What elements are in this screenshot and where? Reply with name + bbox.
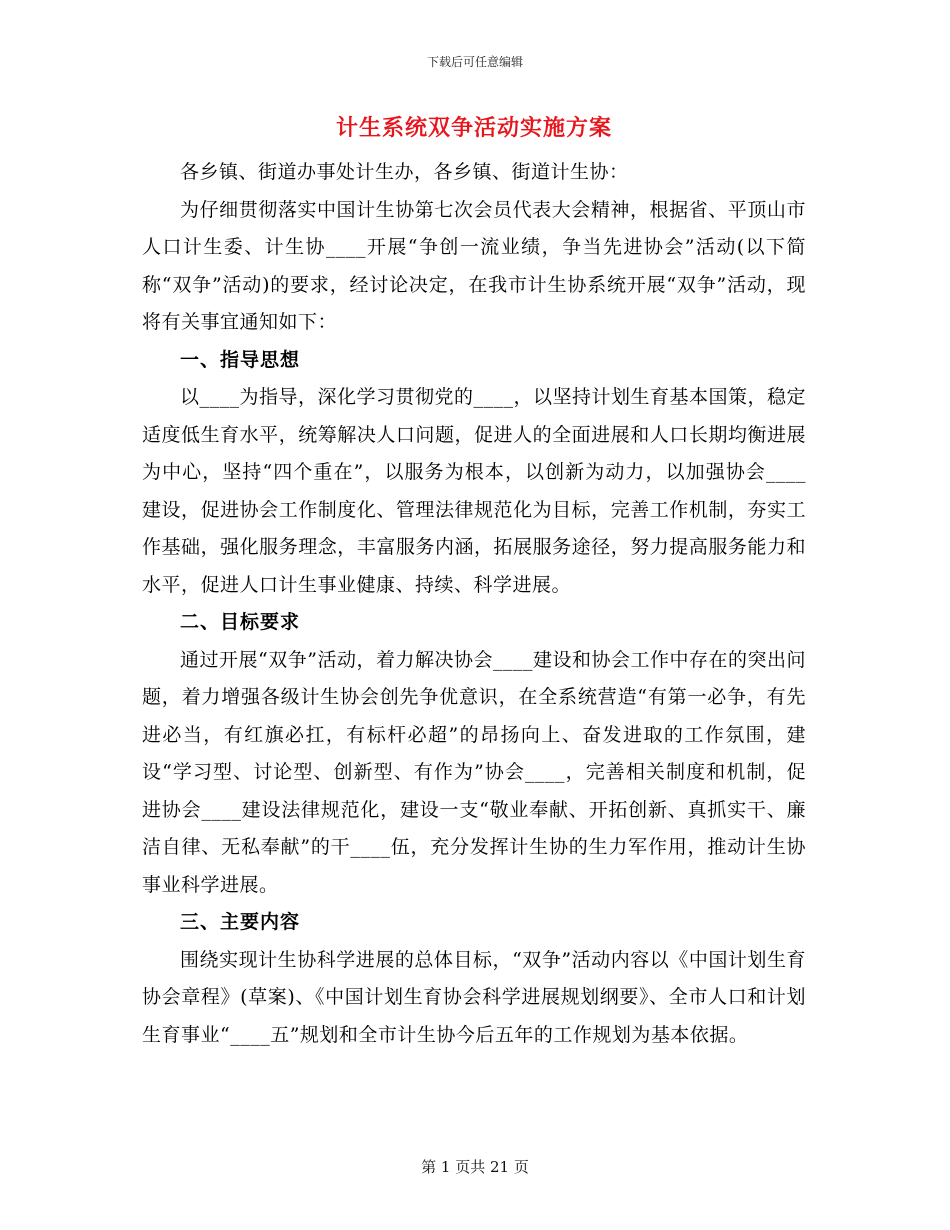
section-paragraph: 围绕实现计生协科学进展的总体目标，“双争”活动内容以《中国计划生育协会章程》(草案)、《中国计划生育协会科学进展规划纲要》、全市人口和计划生育事业“____五”规划和全市计生协今后五年的工作规划为基本依据。 xyxy=(142,948,806,1046)
section-heading-guiding-ideology: 一、指导思想 xyxy=(180,348,301,371)
section-heading-goals: 二、目标要求 xyxy=(180,611,301,633)
section-paragraph: 以____为指导，深化学习贯彻党的____，以坚持计划生育基本国策，稳定适度低生育水平，统筹解决人口问题，促进人的全面进展和人口长期均衡进展为中心，坚持“四个重在”，以服务为根本，以创新为动力，以加强协会____建设，促进协会工作制度化、管理法律规范化为目标，完善工作机制，夯实工作基础，强化服务理念，丰富服务内涵，拓展服务途径，努力提高服务能力和水平，促进人口计生事业健康、持续、科学进展。 xyxy=(142,386,807,596)
header-note: 下载后可任意编辑 xyxy=(426,55,523,69)
section-paragraph: 通过开展“双争”活动，着力解决协会____建设和协会工作中存在的突出问题，着力增强各级计生协会创先争优意识，在全系统营造“有第一必争，有先进必当，有红旗必扛，有标杆必超”的昂扬向上、奋发进取的工作氛围，建设“学习型、讨论型、创新型、有作为”协会____，完善相关制度和机制，促进协会____建设法律规范化，建设一支“敬业奉献、开拓创新、真抓实干、廉洁自律、无私奉献”的干____伍，充分发挥计生协的生力军作用，推动计生协事业科学进展。 xyxy=(142,648,806,896)
section-heading-main-content: 三、主要内容 xyxy=(180,911,301,933)
page-number: 第 1 页共 21 页 xyxy=(421,1158,529,1176)
salutation: 各乡镇、街道办事处计生办，各乡镇、街道计生协： xyxy=(180,161,629,183)
document-body xyxy=(142,106,806,1054)
document-title: 计生系统双争活动实施方案 xyxy=(335,115,612,141)
intro-paragraph: 为仔细贯彻落实中国计生协第七次会员代表大会精神，根据省、平顶山市人口计生委、计生协____开展“争创一流业绩，争当先进协会”活动(以下简称“双争”活动)的要求，经讨论决定，在我市计生协系统开展“双争”活动，现将有关事宜通知如下： xyxy=(142,198,806,333)
